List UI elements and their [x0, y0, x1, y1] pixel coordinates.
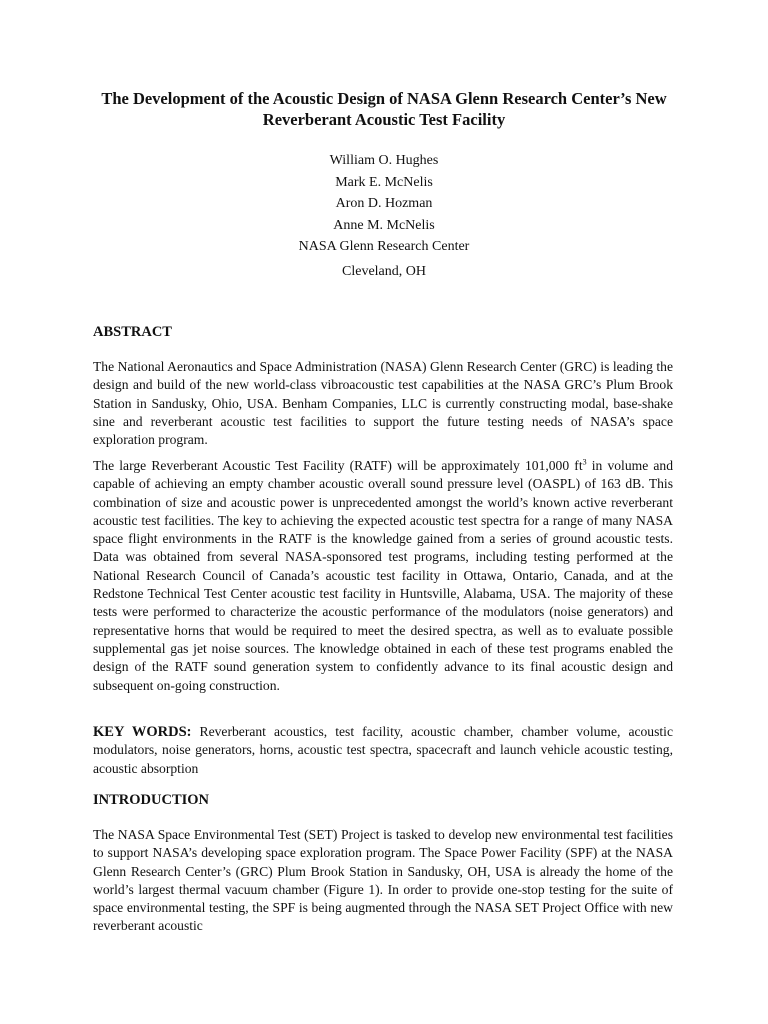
- author-name: Anne M. McNelis: [333, 217, 435, 233]
- author-name: Mark E. McNelis: [335, 174, 433, 190]
- paper-title: The Development of the Acoustic Design of NASA Glenn Research Center’s New Reverberant Acoustic Test Facility: [101, 89, 667, 129]
- introduction-heading: INTRODUCTION: [93, 792, 210, 808]
- abstract-paragraph-2-text: The large Reverberant Acoustic Test Facility (RATF) will be approximately 101,000 ft: [93, 458, 583, 473]
- author-list: [200, 150, 568, 258]
- introduction-paragraph-1: The NASA Space Environmental Test (SET) Project is tasked to develop new environmental test facilities to support NASA’s developing space exploration program. The Space Power Facility (SPF) at the NASA Glenn Research Center’s (GRC) Plum Brook Station in Sandusky, OH, USA is already the home of the world’s largest thermal vacuum chamber (Figure 1). In order to provide one-stop testing for the suite of space environmental testing, the SPF is being augmented through the NASA SET Project Office with new reverberant acoustic: [93, 827, 673, 934]
- superscript: 3: [582, 457, 587, 467]
- abstract-paragraph-2-text-cont: in volume and capable of achieving an empty chamber acoustic overall sound pressure level (OASPL) of 163 dB. This combination of size and acoustic power is unprecedented amongst the world’s known active reverberant acoustic test facilities. The key to achieving the expected acoustic test spectra for a range of many NASA space flight environments in the RATF is the knowledge gained from a series of ground acoustic tests. Data was obtained from several NASA-sponsored test programs, including testing performed at the National Research Council of Canada’s acoustic test facility in Ottawa, Ontario, Canada, and at the Redstone Technical Test Center acoustic test facility in Huntsville, Alabama, USA. The majority of these tests were performed to characterize the acoustic performance of the modulators (noise generators) and representative horns that would be required to meet the desired spectra, as well as to evaluate possible supplemental gas jet noise sources. The knowledge obtained in each of these test programs enabled the design of the RATF sound generation system to confidently advance to its final acoustic design and subsequent on-going construction.: [93, 458, 674, 693]
- abstract-paragraph-1: The National Aeronautics and Space Administration (NASA) Glenn Research Center (GRC) is leading the design and build of the new world-class vibroacoustic test capabilities at the NASA GRC’s Plum Brook Station in Sandusky, Ohio, USA. Benham Companies, LLC is currently constructing modal, base-shake sine and reverberant acoustic test facilities to support the future testing needs of NASA’s space exploration program.: [93, 359, 673, 448]
- author-location: Cleveland, OH: [342, 264, 426, 279]
- author-name: William O. Hughes: [329, 153, 439, 168]
- abstract-paragraph-2: [93, 457, 673, 695]
- keywords-label: KEY WORDS:: [93, 724, 192, 740]
- keywords-text: Reverberant acoustics, test facility, acoustic chamber, chamber volume, acoustic modulators, noise generators, horns, acoustic test spectra, spacecraft and launch vehicle acoustic testing, acoustic absorption: [93, 724, 673, 776]
- author-affiliation: NASA Glenn Research Center: [298, 239, 470, 255]
- abstract-heading: ABSTRACT: [93, 324, 172, 340]
- author-name: Aron D. Hozman: [335, 196, 433, 212]
- keywords-paragraph: [93, 723, 673, 778]
